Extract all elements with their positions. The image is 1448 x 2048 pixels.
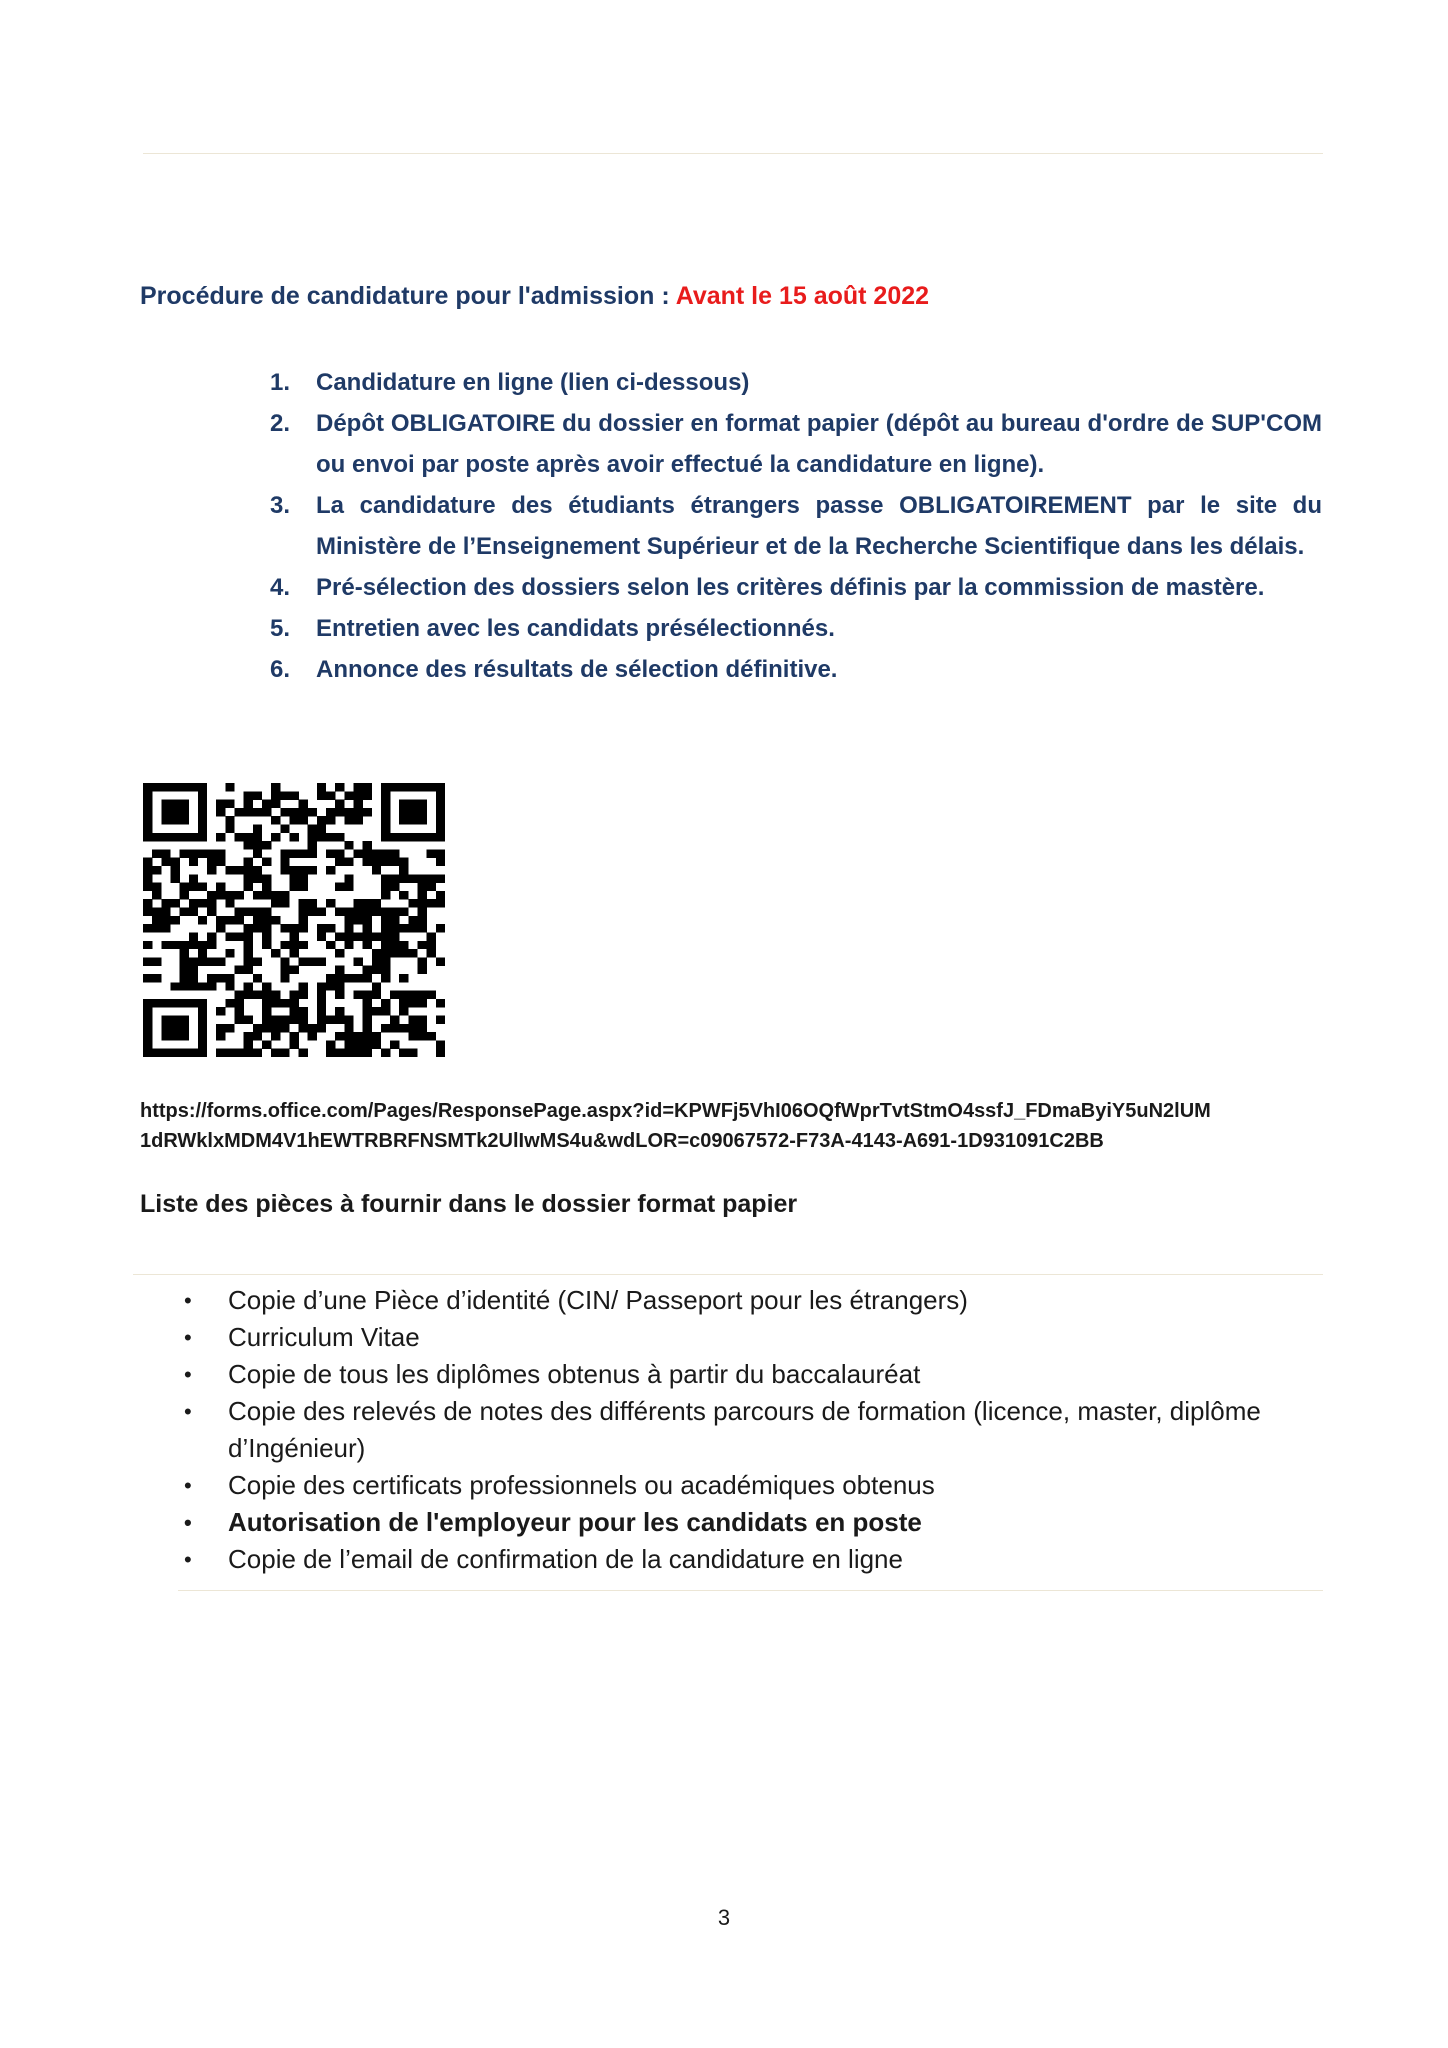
page-number: 3	[717, 1905, 731, 1930]
url-line-1: https://forms.office.com/Pages/ResponsePage.aspx?id=KPWFj5VhI06OQfWprTvtStmO4ssfJ_FDmaByiY5uN2lUM	[140, 1100, 1211, 1122]
application-form-link[interactable]	[140, 1096, 1340, 1156]
list-item: 3. La candidature des étudiants étrangers passe OBLIGATOIREMENT par le site du Ministère de l’Enseignement Supérieur et de la Recherche Scientifique dans les délais.	[270, 492, 1322, 560]
list-item: • Copie des certificats professionnels ou académiques obtenus	[184, 1470, 935, 1500]
heading-prefix: Procédure de candidature pour l'admission :	[140, 282, 676, 310]
url-line-2: 1dRWklxMDM4V1hEWTRBRFNSMTk2UlIwMS4u&wdLOR=c09067572-F73A-4143-A691-1D931091C2BB	[140, 1130, 1104, 1152]
list-item: 6. Annonce des résultats de sélection définitive.	[270, 656, 838, 683]
procedure-steps-list	[270, 362, 1322, 690]
list-item: 2. Dépôt OBLIGATOIRE du dossier en format papier (dépôt au bureau d'ordre de SUP'COM ou envoi par poste après avoir effectué la candidature en ligne).	[270, 410, 1322, 478]
deadline-text: Avant le 15 août 2022	[675, 282, 930, 310]
list-item: • Copie de tous les diplômes obtenus à partir du baccalauréat	[184, 1359, 921, 1389]
documents-top-rule	[133, 1274, 1323, 1275]
list-item: • Copie de l’email de confirmation de la candidature en ligne	[184, 1544, 903, 1574]
required-documents-list	[180, 1282, 1330, 1578]
header-rule	[143, 153, 1323, 154]
qr-code-icon[interactable]	[143, 783, 445, 1057]
admission-procedure-heading	[140, 282, 929, 311]
list-item: • Autorisation de l'employeur pour les candidats en poste	[184, 1507, 922, 1537]
list-item: 1. Candidature en ligne (lien ci-dessous)	[270, 369, 750, 396]
list-item: • Copie des relevés de notes des différents parcours de formation (licence, master, diplôme d’Ingénieur)	[184, 1396, 1261, 1463]
documents-bottom-rule	[178, 1590, 1323, 1591]
documents-list-title: Liste des pièces à fournir dans le dossier format papier	[140, 1190, 798, 1218]
list-item: • Curriculum Vitae	[184, 1322, 420, 1352]
list-item: • Copie d’une Pièce d’identité (CIN/ Passeport pour les étrangers)	[184, 1285, 968, 1315]
list-item: 5. Entretien avec les candidats présélectionnés.	[270, 615, 835, 642]
list-item: 4. Pré-sélection des dossiers selon les critères définis par la commission de mastère.	[270, 574, 1265, 601]
